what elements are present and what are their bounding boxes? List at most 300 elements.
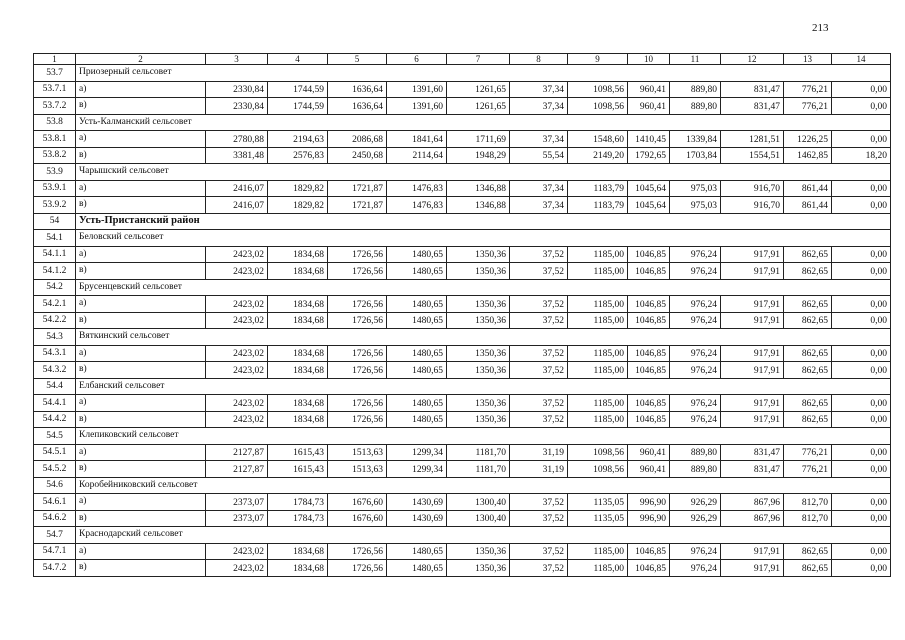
value-cell: 1430,69: [387, 494, 447, 511]
value-cell: 0,00: [832, 98, 891, 115]
value-cell: 0,00: [832, 510, 891, 527]
value-cell: 862,65: [784, 246, 832, 263]
header-cell: 14: [832, 54, 891, 65]
value-cell: 1834,68: [268, 345, 328, 362]
council-name: Приозерный сельсовет: [76, 65, 891, 82]
value-cell: 1726,56: [328, 362, 387, 379]
value-cell: 37,52: [510, 345, 568, 362]
group-row: [34, 164, 891, 181]
row-code: 54.2.1: [34, 296, 76, 313]
value-cell: 975,03: [670, 180, 721, 197]
value-cell: 0,00: [832, 312, 891, 329]
value-cell: 3381,48: [206, 147, 268, 164]
value-cell: 960,41: [628, 444, 670, 461]
value-cell: 0,00: [832, 345, 891, 362]
row-label: в): [76, 98, 206, 115]
value-cell: 1098,56: [568, 461, 628, 478]
value-cell: 2373,07: [206, 494, 268, 511]
value-cell: 1834,68: [268, 296, 328, 313]
value-cell: 916,70: [721, 180, 784, 197]
value-cell: 1834,68: [268, 362, 328, 379]
group-row: [34, 65, 891, 82]
value-cell: 1046,85: [628, 543, 670, 560]
value-cell: 917,91: [721, 395, 784, 412]
value-cell: 1350,36: [447, 296, 510, 313]
value-cell: 917,91: [721, 263, 784, 280]
value-cell: 1350,36: [447, 312, 510, 329]
value-cell: 1046,85: [628, 246, 670, 263]
value-cell: 37,52: [510, 494, 568, 511]
row-label: в): [76, 411, 206, 428]
value-cell: 1834,68: [268, 246, 328, 263]
value-cell: 37,52: [510, 246, 568, 263]
group-row: [34, 527, 891, 544]
row-code: 54: [34, 213, 76, 230]
value-cell: 1726,56: [328, 560, 387, 577]
value-cell: 862,65: [784, 263, 832, 280]
value-cell: 976,24: [670, 345, 721, 362]
value-cell: 976,24: [670, 395, 721, 412]
value-cell: 37,34: [510, 180, 568, 197]
value-cell: 2423,02: [206, 246, 268, 263]
value-cell: 1480,65: [387, 296, 447, 313]
value-cell: 1185,00: [568, 345, 628, 362]
value-cell: 831,47: [721, 81, 784, 98]
value-cell: 0,00: [832, 494, 891, 511]
row-code: 54.5.1: [34, 444, 76, 461]
value-cell: 1476,83: [387, 197, 447, 214]
value-cell: 37,52: [510, 263, 568, 280]
value-cell: 1462,85: [784, 147, 832, 164]
value-cell: 2149,20: [568, 147, 628, 164]
value-cell: 1726,56: [328, 296, 387, 313]
value-cell: 1430,69: [387, 510, 447, 527]
row-code: 54.2.2: [34, 312, 76, 329]
value-cell: 1948,29: [447, 147, 510, 164]
council-name: Коробейниковский сельсовет: [76, 477, 891, 494]
value-cell: 917,91: [721, 246, 784, 263]
value-cell: 889,80: [670, 98, 721, 115]
value-cell: 1726,56: [328, 246, 387, 263]
value-cell: 1135,05: [568, 494, 628, 511]
row-code: 53.8.1: [34, 131, 76, 148]
value-cell: 1834,68: [268, 543, 328, 560]
row-code: 53.7.2: [34, 98, 76, 115]
value-cell: 1181,70: [447, 444, 510, 461]
value-cell: 1281,51: [721, 131, 784, 148]
council-name: Елбанский сельсовет: [76, 378, 891, 395]
value-cell: 37,34: [510, 81, 568, 98]
value-cell: 1548,60: [568, 131, 628, 148]
value-cell: 1226,25: [784, 131, 832, 148]
value-cell: 37,34: [510, 131, 568, 148]
row-code: 54.7.2: [34, 560, 76, 577]
value-cell: 889,80: [670, 444, 721, 461]
value-cell: 976,24: [670, 312, 721, 329]
value-cell: 2576,83: [268, 147, 328, 164]
value-cell: 31,19: [510, 444, 568, 461]
group-row: [34, 329, 891, 346]
value-cell: 1350,36: [447, 560, 510, 577]
row-code: 54.5: [34, 428, 76, 445]
header-cell: 3: [206, 54, 268, 65]
value-cell: 0,00: [832, 444, 891, 461]
value-cell: 889,80: [670, 461, 721, 478]
value-cell: 1391,60: [387, 81, 447, 98]
table-row: [34, 560, 891, 577]
value-cell: 862,65: [784, 312, 832, 329]
value-cell: 2423,02: [206, 395, 268, 412]
value-cell: 1726,56: [328, 263, 387, 280]
value-cell: 1476,83: [387, 180, 447, 197]
value-cell: 1046,85: [628, 362, 670, 379]
value-cell: 1350,36: [447, 345, 510, 362]
value-cell: 1744,59: [268, 98, 328, 115]
value-cell: 2780,88: [206, 131, 268, 148]
value-cell: 1703,84: [670, 147, 721, 164]
value-cell: 1185,00: [568, 411, 628, 428]
row-label: а): [76, 444, 206, 461]
value-cell: 0,00: [832, 395, 891, 412]
value-cell: 831,47: [721, 461, 784, 478]
table-row: [34, 510, 891, 527]
row-code: 53.9.2: [34, 197, 76, 214]
table-row: [34, 444, 891, 461]
value-cell: 862,65: [784, 345, 832, 362]
council-name: Чарышский сельсовет: [76, 164, 891, 181]
value-cell: 1183,79: [568, 180, 628, 197]
row-label: а): [76, 296, 206, 313]
row-code: 54.4: [34, 378, 76, 395]
header-cell: 6: [387, 54, 447, 65]
value-cell: 1636,64: [328, 98, 387, 115]
value-cell: 1792,65: [628, 147, 670, 164]
council-name: Усть-Калманский сельсовет: [76, 114, 891, 131]
row-label: а): [76, 246, 206, 263]
table-body: [34, 54, 891, 577]
row-code: 53.8.2: [34, 147, 76, 164]
header-cell: 4: [268, 54, 328, 65]
value-cell: 1834,68: [268, 395, 328, 412]
value-cell: 1726,56: [328, 411, 387, 428]
value-cell: 37,52: [510, 296, 568, 313]
value-cell: 1261,65: [447, 81, 510, 98]
value-cell: 960,41: [628, 81, 670, 98]
header-cell: 10: [628, 54, 670, 65]
row-code: 54.6: [34, 477, 76, 494]
value-cell: 1350,36: [447, 362, 510, 379]
value-cell: 1300,40: [447, 494, 510, 511]
value-cell: 812,70: [784, 494, 832, 511]
value-cell: 831,47: [721, 444, 784, 461]
row-label: в): [76, 147, 206, 164]
value-cell: 1181,70: [447, 461, 510, 478]
value-cell: 1299,34: [387, 461, 447, 478]
row-code: 54.6.2: [34, 510, 76, 527]
value-cell: 2416,07: [206, 197, 268, 214]
value-cell: 37,52: [510, 362, 568, 379]
value-cell: 862,65: [784, 395, 832, 412]
value-cell: 1183,79: [568, 197, 628, 214]
value-cell: 1480,65: [387, 345, 447, 362]
table-row: [34, 362, 891, 379]
value-cell: 917,91: [721, 362, 784, 379]
value-cell: 0,00: [832, 246, 891, 263]
value-cell: 1300,40: [447, 510, 510, 527]
value-cell: 2194,63: [268, 131, 328, 148]
row-label: а): [76, 81, 206, 98]
header-cell: 12: [721, 54, 784, 65]
value-cell: 926,29: [670, 494, 721, 511]
value-cell: 1726,56: [328, 543, 387, 560]
value-cell: 1841,64: [387, 131, 447, 148]
value-cell: 0,00: [832, 180, 891, 197]
value-cell: 917,91: [721, 560, 784, 577]
value-cell: 996,90: [628, 494, 670, 511]
value-cell: 2423,02: [206, 543, 268, 560]
value-cell: 0,00: [832, 461, 891, 478]
value-cell: 1339,84: [670, 131, 721, 148]
value-cell: 0,00: [832, 543, 891, 560]
value-cell: 1726,56: [328, 345, 387, 362]
value-cell: 776,21: [784, 81, 832, 98]
header-cell: 1: [34, 54, 76, 65]
value-cell: 1480,65: [387, 362, 447, 379]
value-cell: 1480,65: [387, 312, 447, 329]
header-cell: 8: [510, 54, 568, 65]
value-cell: 1834,68: [268, 560, 328, 577]
table-row: [34, 246, 891, 263]
row-code: 54.6.1: [34, 494, 76, 511]
value-cell: 1185,00: [568, 395, 628, 412]
row-code: 53.9: [34, 164, 76, 181]
value-cell: 0,00: [832, 263, 891, 280]
value-cell: 976,24: [670, 362, 721, 379]
value-cell: 55,54: [510, 147, 568, 164]
value-cell: 862,65: [784, 411, 832, 428]
header-cell: 5: [328, 54, 387, 65]
tariff-table: [33, 53, 891, 577]
value-cell: 867,96: [721, 510, 784, 527]
value-cell: 0,00: [832, 411, 891, 428]
row-code: 54.7: [34, 527, 76, 544]
value-cell: 2423,02: [206, 362, 268, 379]
value-cell: 1185,00: [568, 296, 628, 313]
value-cell: 976,24: [670, 543, 721, 560]
value-cell: 0,00: [832, 81, 891, 98]
table-row: [34, 180, 891, 197]
row-code: 54.4.1: [34, 395, 76, 412]
value-cell: 862,65: [784, 296, 832, 313]
value-cell: 1046,85: [628, 345, 670, 362]
table-row: [34, 131, 891, 148]
row-label: а): [76, 543, 206, 560]
value-cell: 37,52: [510, 312, 568, 329]
group-row: [34, 428, 891, 445]
value-cell: 1346,88: [447, 197, 510, 214]
value-cell: 18,20: [832, 147, 891, 164]
group-row: [34, 378, 891, 395]
value-cell: 37,52: [510, 411, 568, 428]
row-label: а): [76, 395, 206, 412]
row-code: 53.9.1: [34, 180, 76, 197]
value-cell: 0,00: [832, 362, 891, 379]
value-cell: 862,65: [784, 560, 832, 577]
value-cell: 1135,05: [568, 510, 628, 527]
table-row: [34, 296, 891, 313]
value-cell: 976,24: [670, 296, 721, 313]
value-cell: 2127,87: [206, 461, 268, 478]
value-cell: 0,00: [832, 560, 891, 577]
value-cell: 1513,63: [328, 461, 387, 478]
value-cell: 996,90: [628, 510, 670, 527]
value-cell: 1350,36: [447, 263, 510, 280]
row-label: в): [76, 362, 206, 379]
value-cell: 862,65: [784, 543, 832, 560]
table-row: [34, 543, 891, 560]
district-name: Усть-Пристанский район: [76, 213, 891, 230]
value-cell: 1350,36: [447, 411, 510, 428]
value-cell: 1299,34: [387, 444, 447, 461]
table-row: [34, 312, 891, 329]
row-label: в): [76, 312, 206, 329]
row-code: 54.3.2: [34, 362, 76, 379]
row-code: 54.1.1: [34, 246, 76, 263]
value-cell: 776,21: [784, 461, 832, 478]
table-row: [34, 411, 891, 428]
value-cell: 1185,00: [568, 263, 628, 280]
value-cell: 2114,64: [387, 147, 447, 164]
value-cell: 1046,85: [628, 312, 670, 329]
value-cell: 976,24: [670, 411, 721, 428]
row-label: в): [76, 560, 206, 577]
group-row: [34, 477, 891, 494]
value-cell: 1513,63: [328, 444, 387, 461]
value-cell: 2423,02: [206, 560, 268, 577]
value-cell: 1480,65: [387, 543, 447, 560]
value-cell: 0,00: [832, 296, 891, 313]
value-cell: 1185,00: [568, 362, 628, 379]
value-cell: 1046,85: [628, 395, 670, 412]
value-cell: 37,52: [510, 560, 568, 577]
value-cell: 862,65: [784, 362, 832, 379]
value-cell: 1636,64: [328, 81, 387, 98]
value-cell: 1046,85: [628, 263, 670, 280]
value-cell: 2450,68: [328, 147, 387, 164]
value-cell: 2416,07: [206, 180, 268, 197]
value-cell: 1480,65: [387, 395, 447, 412]
value-cell: 1045,64: [628, 180, 670, 197]
value-cell: 976,24: [670, 263, 721, 280]
value-cell: 776,21: [784, 98, 832, 115]
header-row: [34, 54, 891, 65]
header-cell: 2: [76, 54, 206, 65]
value-cell: 0,00: [832, 131, 891, 148]
value-cell: 1726,56: [328, 312, 387, 329]
value-cell: 960,41: [628, 98, 670, 115]
value-cell: 861,44: [784, 180, 832, 197]
row-label: а): [76, 180, 206, 197]
value-cell: 1098,56: [568, 98, 628, 115]
row-label: в): [76, 510, 206, 527]
value-cell: 2127,87: [206, 444, 268, 461]
value-cell: 1480,65: [387, 263, 447, 280]
header-cell: 9: [568, 54, 628, 65]
value-cell: 776,21: [784, 444, 832, 461]
group-row: [34, 114, 891, 131]
table-row: [34, 461, 891, 478]
row-label: а): [76, 494, 206, 511]
group-row: [34, 279, 891, 296]
council-name: Вяткинский сельсовет: [76, 329, 891, 346]
value-cell: 1554,51: [721, 147, 784, 164]
value-cell: 1185,00: [568, 312, 628, 329]
value-cell: 37,52: [510, 395, 568, 412]
value-cell: 960,41: [628, 461, 670, 478]
value-cell: 37,34: [510, 98, 568, 115]
value-cell: 861,44: [784, 197, 832, 214]
value-cell: 1784,73: [268, 510, 328, 527]
value-cell: 831,47: [721, 98, 784, 115]
value-cell: 2086,68: [328, 131, 387, 148]
value-cell: 2423,02: [206, 411, 268, 428]
council-name: Клепиковский сельсовет: [76, 428, 891, 445]
value-cell: 1350,36: [447, 395, 510, 412]
value-cell: 2373,07: [206, 510, 268, 527]
row-code: 54.7.1: [34, 543, 76, 560]
value-cell: 1185,00: [568, 543, 628, 560]
value-cell: 1615,43: [268, 444, 328, 461]
table-row: [34, 197, 891, 214]
value-cell: 976,24: [670, 560, 721, 577]
value-cell: 1046,85: [628, 411, 670, 428]
value-cell: 1784,73: [268, 494, 328, 511]
header-cell: 11: [670, 54, 721, 65]
value-cell: 1829,82: [268, 180, 328, 197]
value-cell: 1615,43: [268, 461, 328, 478]
value-cell: 1098,56: [568, 81, 628, 98]
value-cell: 1185,00: [568, 246, 628, 263]
value-cell: 1185,00: [568, 560, 628, 577]
value-cell: 867,96: [721, 494, 784, 511]
table-row: [34, 81, 891, 98]
value-cell: 1046,85: [628, 560, 670, 577]
header-cell: 13: [784, 54, 832, 65]
table-row: [34, 494, 891, 511]
value-cell: 2423,02: [206, 345, 268, 362]
value-cell: 1045,64: [628, 197, 670, 214]
value-cell: 2423,02: [206, 296, 268, 313]
value-cell: 37,52: [510, 543, 568, 560]
value-cell: 812,70: [784, 510, 832, 527]
value-cell: 31,19: [510, 461, 568, 478]
value-cell: 37,52: [510, 510, 568, 527]
row-label: а): [76, 345, 206, 362]
value-cell: 1834,68: [268, 312, 328, 329]
value-cell: 917,91: [721, 345, 784, 362]
value-cell: 889,80: [670, 81, 721, 98]
value-cell: 1261,65: [447, 98, 510, 115]
value-cell: 1721,87: [328, 180, 387, 197]
table-row: [34, 263, 891, 280]
value-cell: 1350,36: [447, 543, 510, 560]
value-cell: 1346,88: [447, 180, 510, 197]
table-row: [34, 395, 891, 412]
value-cell: 1350,36: [447, 246, 510, 263]
value-cell: 1834,68: [268, 263, 328, 280]
value-cell: 2330,84: [206, 81, 268, 98]
row-label: в): [76, 461, 206, 478]
